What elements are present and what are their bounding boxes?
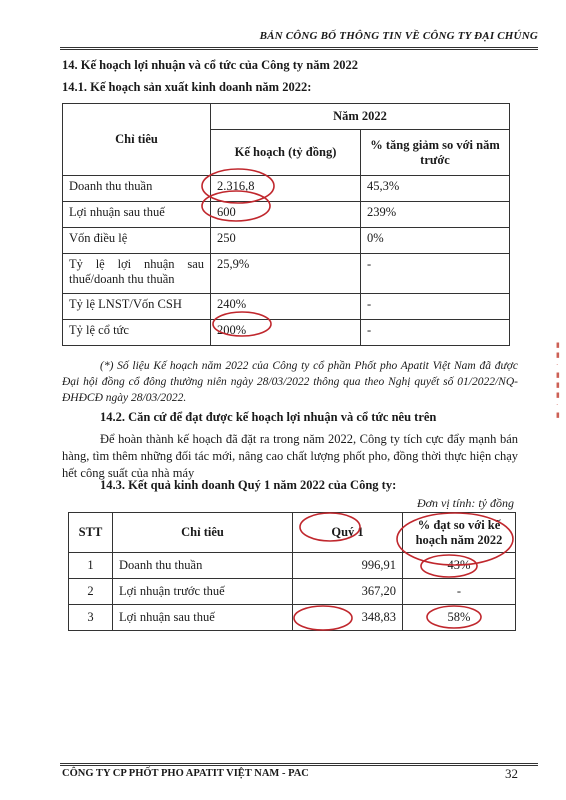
plan-cell-change: - [361,294,510,320]
plan-cell-change: 45,3% [361,176,510,202]
plan-col-year: Năm 2022 [211,104,510,130]
table-row [69,579,516,605]
plan-col-indicator: Chỉ tiêu [63,104,211,176]
plan-col-plan: Kế hoạch (tỷ đồng) [211,130,361,176]
plan-cell-change: 239% [361,202,510,228]
table-row [63,294,510,320]
plan-cell-indicator: Vốn điều lệ [63,228,211,254]
q1-cell-pct: 58% [403,605,516,631]
q1-table [68,512,516,631]
plan-cell-indicator: Tỷ lệ LNST/Vốn CSH [63,294,211,320]
q1-cell-stt: 1 [69,553,113,579]
q1-col-indicator: Chỉ tiêu [113,513,293,553]
plan-cell-plan: 2.316,8 [211,176,361,202]
table-row [69,605,516,631]
plan-cell-change: - [361,254,510,294]
table-row [63,228,510,254]
q1-cell-q1: 996,91 [293,553,403,579]
plan-cell-plan: 200% [211,320,361,346]
q1-col-stt: STT [69,513,113,553]
q1-cell-indicator: Lợi nhuận sau thuế [113,605,293,631]
table-row [63,176,510,202]
plan-cell-indicator: Doanh thu thuần [63,176,211,202]
plan-cell-plan: 600 [211,202,361,228]
plan-cell-plan: 25,9% [211,254,361,294]
margin-stamp: ▮ ▮ · ▮ ▮ ▮ · ▮ [556,341,560,419]
page-number: 32 [505,766,518,781]
plan-cell-change: - [361,320,510,346]
table-row [63,320,510,346]
plan-col-change: % tăng giảm so với năm trước [361,130,510,176]
table-row [63,254,510,294]
plan-table [62,103,510,346]
q1-cell-q1: 348,83 [293,605,403,631]
q1-cell-stt: 2 [69,579,113,605]
section-14-3-title: 14.3. Kết quả kinh doanh Quý 1 năm 2022 của Công ty: [100,478,397,492]
table-row [63,202,510,228]
plan-cell-plan: 240% [211,294,361,320]
q1-cell-pct: 43% [403,553,516,579]
q1-cell-pct: - [403,579,516,605]
q1-cell-q1: 367,20 [293,579,403,605]
unit-note: Đơn vị tính: tỷ đồng [416,496,514,510]
q1-col-q1: Quý 1 [293,513,403,553]
q1-col-pct: % đạt so với kế hoạch năm 2022 [403,513,516,553]
header-rule [60,47,538,50]
plan-cell-indicator: Tỷ lệ cổ tức [63,320,211,346]
plan-cell-indicator: Lợi nhuận sau thuế [63,202,211,228]
section-14-title: 14. Kế hoạch lợi nhuận và cổ tức của Công ty năm 2022 [62,58,359,72]
plan-cell-plan: 250 [211,228,361,254]
document-header: BẢN CÔNG BỐ THÔNG TIN VỀ CÔNG TY ĐẠI CHÚNG [259,30,538,42]
footnote: (*) Số liệu Kế hoạch năm 2022 của Công ty cổ phần Phốt pho Apatit Việt Nam đã được Đại hội đồng cổ đông thường niên ngày 28/03/2022 thông qua theo Nghị quyết số 01/2022/NQ-ĐHĐCĐ ngày 28/03/2022. [62,360,518,404]
plan-cell-indicator: Tỷ lệ lợi nhuận sau thuế/doanh thu thuần [63,254,211,294]
footer-company: CÔNG TY CP PHỐT PHO APATIT VIỆT NAM - PAC [62,768,309,779]
section-14-1-title: 14.1. Kế hoạch sản xuất kinh doanh năm 2022: [62,80,312,94]
table-row [69,553,516,579]
footer-rule [60,763,538,766]
section-14-2-title: 14.2. Căn cứ để đạt được kế hoạch lợi nhuận và cổ tức nêu trên [100,410,437,424]
section-14-2-paragraph: Để hoàn thành kế hoạch đã đặt ra trong năm 2022, Công ty tích cực đẩy mạnh bán hàng, tìm thêm những đối tác mới, nâng cao chất lượng phốt pho, đồng thời thực hiện chạy hết công suất của nhà máy [62,432,518,480]
q1-cell-stt: 3 [69,605,113,631]
plan-cell-change: 0% [361,228,510,254]
q1-cell-indicator: Lợi nhuận trước thuế [113,579,293,605]
q1-cell-indicator: Doanh thu thuần [113,553,293,579]
